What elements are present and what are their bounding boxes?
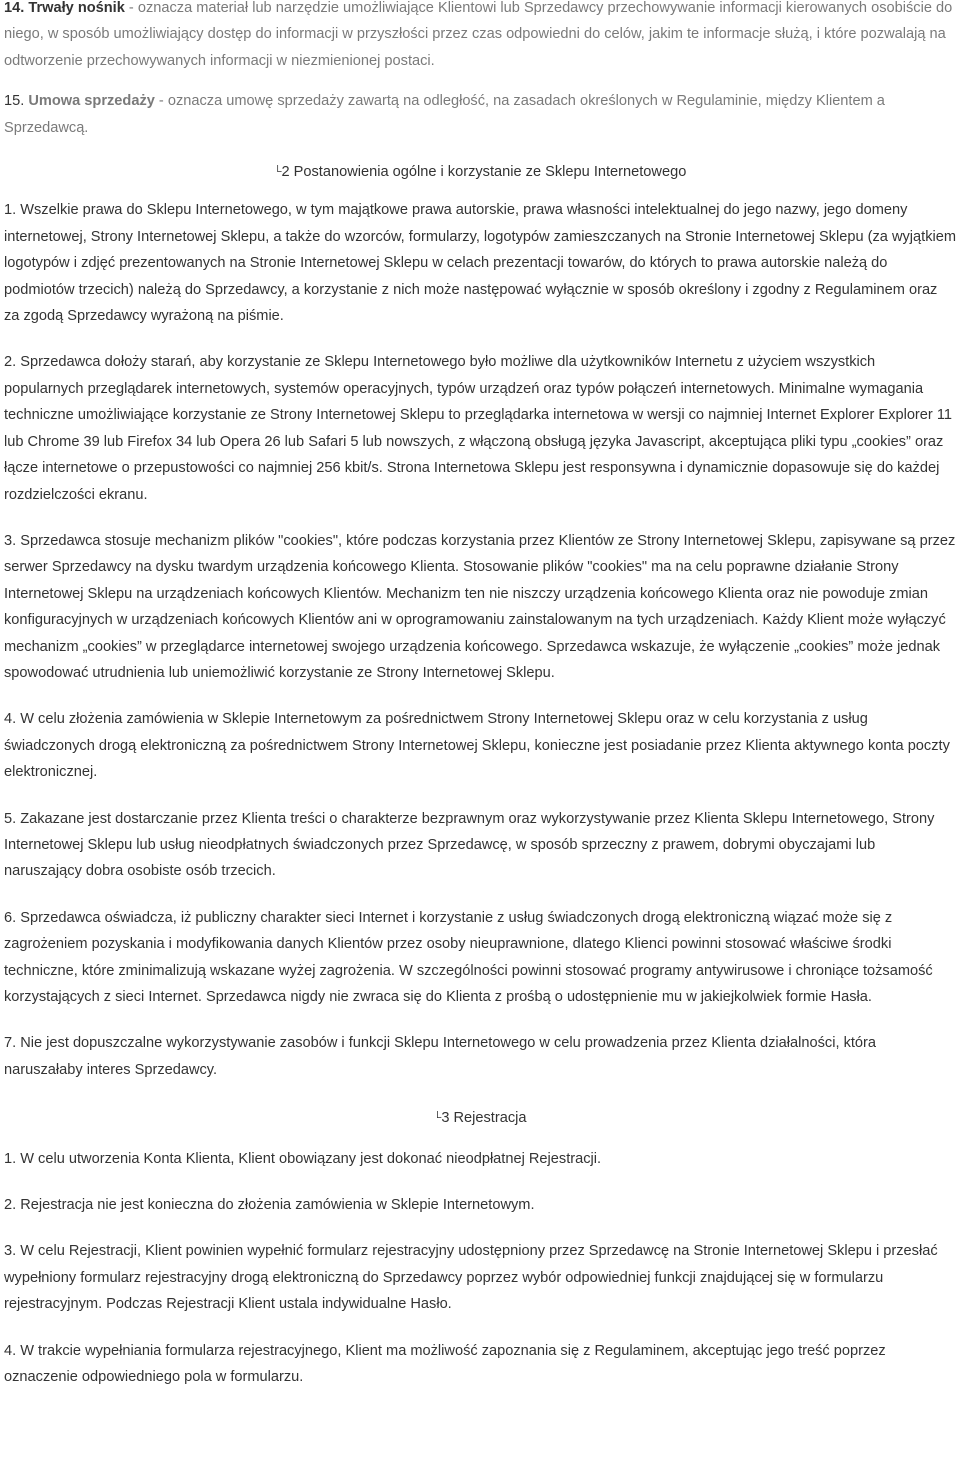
section-3-anchor-icon: └ [433,1112,442,1125]
section-2-paragraph-3: 3. Sprzedawca stosuje mechanizm plików "cookies", które podczas korzystania przez Klientów ze Strony Internetowej Sklepu, zapisywane są przez serwer Sprzedawcy na dysku twardym urządzenia końcowego Klienta. Stosowanie plików "cookies" ma na celu poprawne działanie Strony Internetowej Sklepu na urządzeniach końcowych Klientów. Mechanizm ten nie niszczy urządzenia końcowego Klienta oraz nie powoduje zmian konfiguracyjnych w urządzeniach końcowych Klientów ani w oprogramowaniu zainstalowanym na tych urządzeniach. Każdy Klient może wyłączyć mechanizm „cookies” w przeglądarce internetowej swojego urządzenia końcowego. Sprzedawca wskazuje, że wyłączenie „cookies” może jednak spowodować utrudnienia lub uniemożliwić korzystanie ze Strony Internetowej Sklepu. [4,532,956,681]
definition-14-text: - oznacza materiał lub narzędzie umożliwiające Klientowi lub Sprzedawcy przechowywanie informacji kierowanych osobiście do niego, w sposób umożliwiający dostęp do informacji w przyszłości przez czas odpowiedni do celów, jakim te informacje służą, i które pozwalają na odtworzenie przechowywanych informacji w niezmienionej postaci. [4,0,953,69]
section-3-heading [4,1105,956,1131]
definition-14-term: 14. Trwały nośnik [4,0,125,16]
section-2-paragraph-2: 2. Sprzedawca dołoży starań, aby korzystanie ze Sklepu Internetowego było możliwe dla użytkowników Internetu z użyciem wszystkich popularnych przeglądarek internetowych, systemów operacyjnych, typów urządzeń oraz typów połączeń internetowych. Minimalne wymagania techniczne umożliwiające korzystanie ze Strony Internetowej Sklepu to przeglądarka internetowa w wersji co najmniej Internet Explorer Explorer 11 lub Chrome 39 lub Firefox 34 lub Opera 26 lub Safari 5 lub nowszych, z włączoną obsługą języka Javascript, akceptująca pliki typu „cookies” oraz łącze internetowe o przepustowości co najmniej 256 kbit/s. Strona Internetowa Sklepu jest responsywna i dynamicznie dopasowuje się do każdej rozdzielczości ekranu. [4,354,952,503]
section-3-paragraph-3: 3. W celu Rejestracji, Klient powinien wypełnić formularz rejestracyjny udostępniony przez Sprzedawcę na Stronie Internetowej Sklepu i przesłać wypełniony formularz rejestracyjny drogą elektroniczną do Sprzedawcy poprzez wybór odpowiedniej funkcji znajdującej się w formularzu rejestracyjnym. Podczas Rejestracji Klient ustala indywidualne Hasło. [4,1243,938,1313]
definition-15 [4,88,956,141]
section-2-paragraph-5: 5. Zakazane jest dostarczanie przez Klienta treści o charakterze bezprawnym oraz wykorzystywanie przez Klienta Sklepu Internetowego, Strony Internetowej Sklepu lub usług nieodpłatnych świadczonych przez Sprzedawcę, w sposób sprzeczny z prawem, dobrymi obyczajami lub naruszający dobra osobiste osób trzecich. [4,810,935,880]
section-2-title: 2 Postanowienia ogólne i korzystanie ze Sklepu Internetowego [281,164,687,181]
section-3-title: 3 Rejestracja [441,1110,527,1127]
section-2-heading [4,159,956,185]
definition-14 [4,0,956,74]
definition-15-text: - oznacza umowę sprzedaży zawartą na odległość, na zasadach określonych w Regulaminie, między Klientem a Sprzedawcą. [4,93,885,136]
definition-15-number: 15. [4,93,25,110]
section-2-anchor-icon: └ [273,166,282,179]
definition-15-term: Umowa sprzedaży [24,93,155,110]
section-2-paragraph-1: 1. Wszelkie prawa do Sklepu Internetowego, w tym majątkowe prawa autorskie, prawa własności intelektualnej do jego nazwy, jego domeny internetowej, Strony Internetowej Sklepu, a także do wzorców, formularzy, logotypów zamieszczanych na Stronie Internetowej Sklepu (za wyjątkiem logotypów i zdjęć prezentowanych na Stronie Internetowej Sklepu w celach prezentacji towarów, do których to prawa autorskie należą do podmiotów trzecich) należą do Sprzedawcy, a korzystanie z nich może następować wyłącznie w sposób określony i zgodny z Regulaminem oraz za zgodą Sprzedawcy wyrażoną na piśmie. [4,202,957,325]
section-3-paragraph-4: 4. W trakcie wypełniania formularza rejestracyjnego, Klient ma możliwość zapoznania się z Regulaminem, akceptując jego treść poprzez oznaczenie odpowiedniego pola w formularzu. [4,1342,886,1386]
section-2-paragraph-6: 6. Sprzedawca oświadcza, iż publiczny charakter sieci Internet i korzystanie z usług świadczonych drogą elektroniczną wiązać może się z zagrożeniem pozyskania i modyfikowania danych Klientów przez osoby nieuprawnione, dlatego Klienci powinni stosować właściwe środki techniczne, które zminimalizują wskazane wyżej zagrożenia. W szczególności powinni stosować programy antywirusowe i chroniące tożsamość korzystających z sieci Internet. Sprzedawca nigdy nie zwraca się do Klienta z prośbą o udostępnienie mu w jakiejkolwiek formie Hasła. [4,909,933,1005]
section-2-paragraph-4: 4. W celu złożenia zamówienia w Sklepie Internetowym za pośrednictwem Strony Internetowej Sklepu oraz w celu korzystania z usług świadczonych drogą elektroniczną za pośrednictwem Strony Internetowej Sklepu, konieczne jest posiadanie przez Klienta aktywnego konta poczty elektronicznej. [4,711,950,781]
section-3-paragraph-2: 2. Rejestracja nie jest konieczna do złożenia zamówienia w Sklepie Internetowym. [4,1197,535,1214]
section-2-paragraph-7: 7. Nie jest dopuszczalne wykorzystywanie zasobów i funkcji Sklepu Internetowego w celu prowadzenia przez Klienta działalności, która naruszałaby interes Sprzedawcy. [4,1035,877,1078]
section-3-paragraph-1: 1. W celu utworzenia Konta Klienta, Klient obowiązany jest dokonać nieodpłatnej Rejestracji. [4,1150,602,1167]
